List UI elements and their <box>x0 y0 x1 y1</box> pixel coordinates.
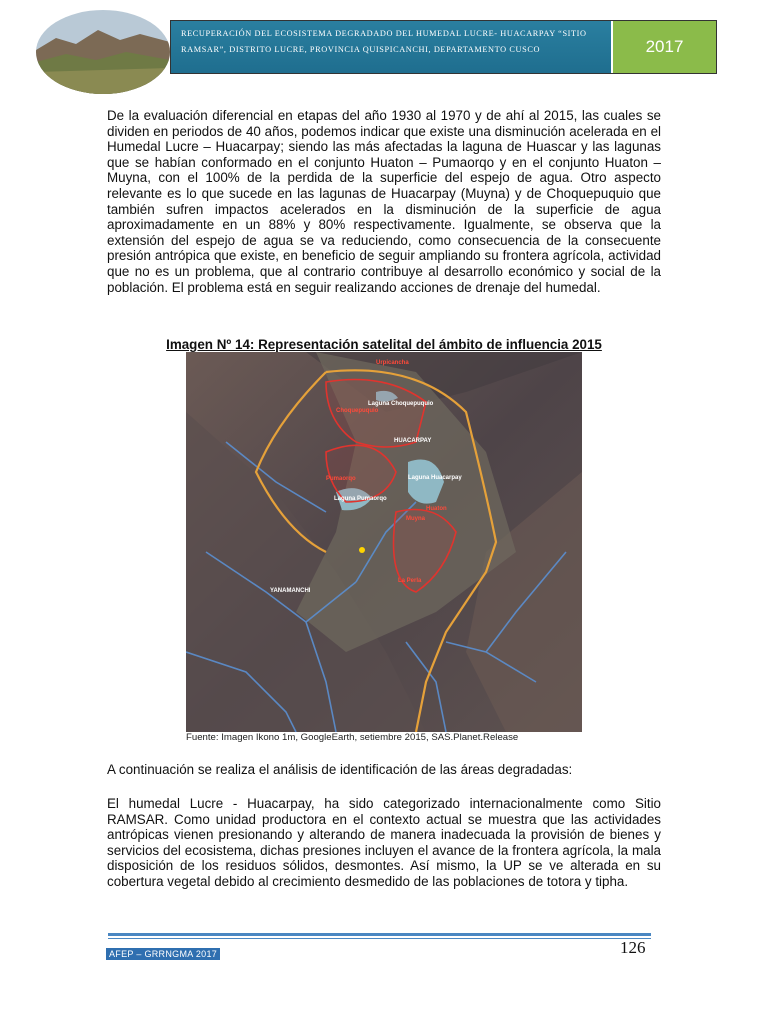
landscape-photo <box>36 10 170 94</box>
map-label-7: Huaton <box>426 506 447 512</box>
satellite-map-figure <box>186 352 582 732</box>
paragraph-ramsar: El humedal Lucre - Huacarpay, ha sido categorizado internacionalmente como Sitio RAMSAR. Como unidad productora en el contexto actual se muestra que las actividades antrópicas vienen presionando y alterando de manera inadecuada la provisión de bienes y servicios del ecosistema, dichas presiones incluyen el avance de la frontera agrícola, la mala disposición de los residuos sólidos, desmontes. Así mismo, la UP se ve alterada en su cobertura vegetal debido al crecimiento desmedido de las poblaciones de totora y tipha. <box>107 796 661 889</box>
footer-label: AFEP – GRRNGMA 2017 <box>106 948 220 960</box>
map-label-0: Urpicancha <box>376 360 409 366</box>
map-label-2: Laguna Choquepuquio <box>368 401 434 407</box>
map-label-3: HUACARPAY <box>394 438 432 444</box>
header-banner <box>170 20 717 74</box>
header-landscape-logo <box>36 10 170 94</box>
header-year: 2017 <box>611 21 716 73</box>
footer-rule-thin <box>108 938 651 939</box>
map-label-9: La Perla <box>398 578 422 584</box>
figure-source: Fuente: Imagen Ikono 1m, GoogleEarth, setiembre 2015, SAS.Planet.Release <box>186 732 519 743</box>
map-label-6: Laguna Pumaorqo <box>334 496 387 502</box>
footer-rule <box>108 933 651 936</box>
map-label-5: Pumaorqo <box>326 476 356 482</box>
map-label-8: Muyna <box>406 516 426 522</box>
map-label-4: Laguna Huacarpay <box>408 475 462 481</box>
paragraph-evaluation: De la evaluación diferencial en etapas del año 1930 al 1970 y de ahí al 2015, las cuales se dividen en periodos de 40 años, podemos indicar que existe una disminución acelerada en el Humedal Lucre – Huacarpay; siendo las más afectadas la laguna de Huascar y las lagunas que se habían conformado en el conjunto Huaton – Pumaorqo y en el conjunto Huaton – Muyna, con el 100% de la perdida de la superficie del espejo de agua. Otro aspecto relevante es lo que sucede en las lagunas de Huacarpay (Muyna) y de Choquepuquio que también sufren impactos acelerados en la disminución de la superficie de agua aproximadamente en un 88% y 80% respectivamente. Igualmente, se observa que la extensión del espejo de agua se va reduciendo, como consecuencia de la consecuente presión antrópica que existe, en beneficio de seguir ampliando su frontera agrícola, actividad que no es un problema, que al contrario contribuye al desarrollo económico y social de la población. El problema está en seguir realizando acciones de drenaje del humedal. <box>107 108 661 295</box>
location-marker <box>359 547 365 553</box>
page-number: 126 <box>620 938 646 957</box>
map-label-10: YANAMANCHI <box>270 588 311 594</box>
map-label-1: Choquepuquio <box>336 408 379 414</box>
satellite-map <box>186 352 582 732</box>
document-title: RECUPERACIÓN DEL ECOSISTEMA DEGRADADO DEL HUMEDAL LUCRE- HUACARPAY “SITIO RAMSAR”, DISTRITO LUCRE, PROVINCIA QUISPICANCHI, DEPARTAMENTO CUSCO <box>171 21 611 73</box>
paragraph-intro: A continuación se realiza el análisis de identificación de las áreas degradadas: <box>107 762 573 777</box>
figure-caption: Imagen Nº 14: Representación satelital del ámbito de influencia 2015 <box>166 337 602 352</box>
